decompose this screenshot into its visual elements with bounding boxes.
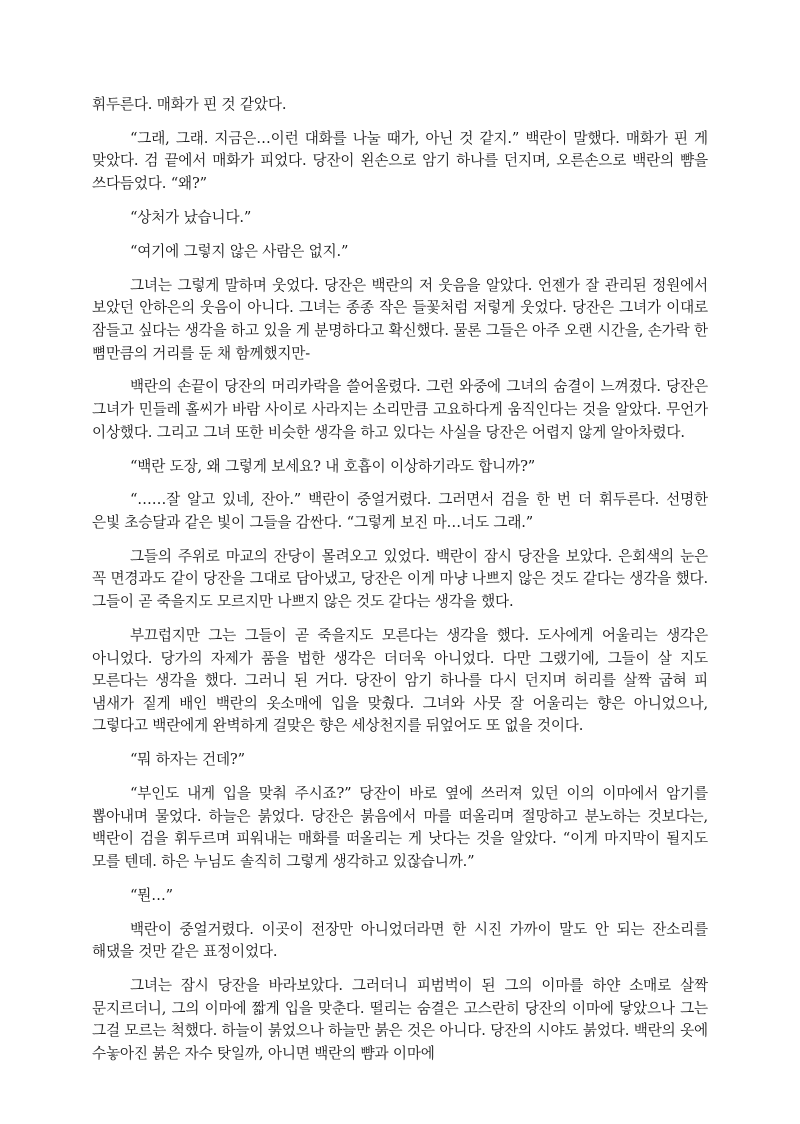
document-body <box>92 94 708 1077</box>
paragraph: “상처가 났습니다.” <box>129 208 252 226</box>
paragraph: 그녀는 그렇게 말하며 웃었다. 당잔은 백란의 저 웃음을 알았다. 언젠가 잘 관리된 정원에서 보았던 안하은의 웃음이 아니다. 그녀는 종종 작은 들꽃처럼 저렇게 웃었다. 당잔은 그녀가 이대로 잠들고 싶다는 생각을 하고 있을 게 분명하다고 확신했다. 물론 그들은 아주 오랜 시간을, 손가락 한 뼘만큼의 거리를 둔 채 함께했지만- <box>92 276 708 362</box>
paragraph: 그녀는 잠시 당잔을 바라보았다. 그러더니 피범벅이 된 그의 이마를 하얀 소매로 살짝 문지르더니, 그의 이마에 짧게 입을 맞춘다. 떨리는 숨결은 고스란히 당잔의 이마에 닿았으나 그는 그걸 모르는 척했다. 하늘이 붉었으나 하늘만 붉은 것은 아니다. 당잔의 시야도 붉었다. 백란의 옷에 수놓아진 붉은 자수 탓일까, 아니면 백란의 뺨과 이마에 <box>92 977 708 1062</box>
paragraph: 휘두른다. 매화가 핀 것 같았다. <box>92 96 287 113</box>
paragraph: 그들의 주위로 마교의 잔당이 몰려오고 있었다. 백란이 잠시 당잔을 보았다. 은회색의 눈은 꼭 면경과도 같이 당잔을 그대로 담아냈고, 당잔은 이게 마냥 나쁘지 않은 것도 같다는 생각을 했다. 그들이 곧 죽을지도 모르지만 나쁘지 않은 것도 같다는 생각을 했다. <box>92 547 708 611</box>
paragraph: 백란의 손끝이 당잔의 머리카락을 쓸어올렸다. 그런 와중에 그녀의 숨결이 느껴졌다. 당잔은 그녀가 민들레 홀씨가 바람 사이로 사라지는 소리만큼 고요하다게 움직인다는 것을 알았다. 무언가 이상했다. 그리고 그녀 또한 비슷한 생각을 하고 있다는 사실을 당잔은 어렵지 않게 알아차렸다. <box>92 378 708 441</box>
paragraph: “부인도 내게 입을 맞춰 주시죠?” 당잔이 바로 옆에 쓰러져 있던 이의 이마에서 암기를 뽑아내며 물었다. 하늘은 붉었다. 당잔은 붉음에서 마를 떠올리며 절망하고 분노하는 것보다는, 백란이 검을 휘두르며 피워내는 매화를 떠올리는 게 낫다는 것을 알았다. “이게 마지막이 될지도 모를 텐데. 하은 누님도 솔직히 그렇게 생각하고 있잖습니까.” <box>92 785 708 870</box>
paragraph: “여기에 그렇지 않은 사람은 없지.” <box>129 242 349 260</box>
paragraph: “뭔…” <box>129 886 173 904</box>
paragraph: 부끄럽지만 그는 그들이 곧 죽을지도 모른다는 생각을 했다. 도사에게 어울리는 생각은 아니었다. 당가의 자제가 품을 법한 생각은 더더욱 아니었다. 다만 그랬기에, 그들이 살 지도 모른다는 생각을 했다. 그러니 된 거다. 당잔이 암기 하나를 다시 던지며 허리를 살짝 굽혀 피 냄새가 짙게 배인 백란의 옷소매에 입을 맞췄다. 그녀와 사뭇 잘 어울리는 향은 아니었으나, 그렇다고 백란에게 완벽하게 걸맞은 향은 세상천지를 뒤엎어도 또 없을 것이다. <box>92 626 708 735</box>
paragraph: “뭐 하자는 건데?” <box>129 751 245 769</box>
paragraph: “백란 도장, 왜 그렇게 보세요? 내 호흡이 이상하기라도 합니까?” <box>129 457 536 475</box>
paragraph: “그래, 그래. 지금은…이런 대화를 나눌 때가, 아닌 것 같지.” 백란이 말했다. 매화가 핀 게 맞았다. 검 끝에서 매화가 피었다. 당잔이 왼손으로 암기 하나를 던지며, 오른손으로 백란의 뺨을 쓰다듬었다. “왜?” <box>92 129 708 193</box>
paragraph: 백란이 중얼거렸다. 이곳이 전장만 아니었더라면 한 시진 가까이 말도 안 되는 잔소리를 해댔을 것만 같은 표정이었다. <box>92 920 708 961</box>
paragraph: “……잘 알고 있네, 잔아.” 백란이 중얼거렸다. 그러면서 검을 한 번 더 휘두른다. 선명한 은빛 초승달과 같은 빛이 그들을 감싼다. “그렇게 보진 마…너도 그래.” <box>92 491 708 531</box>
